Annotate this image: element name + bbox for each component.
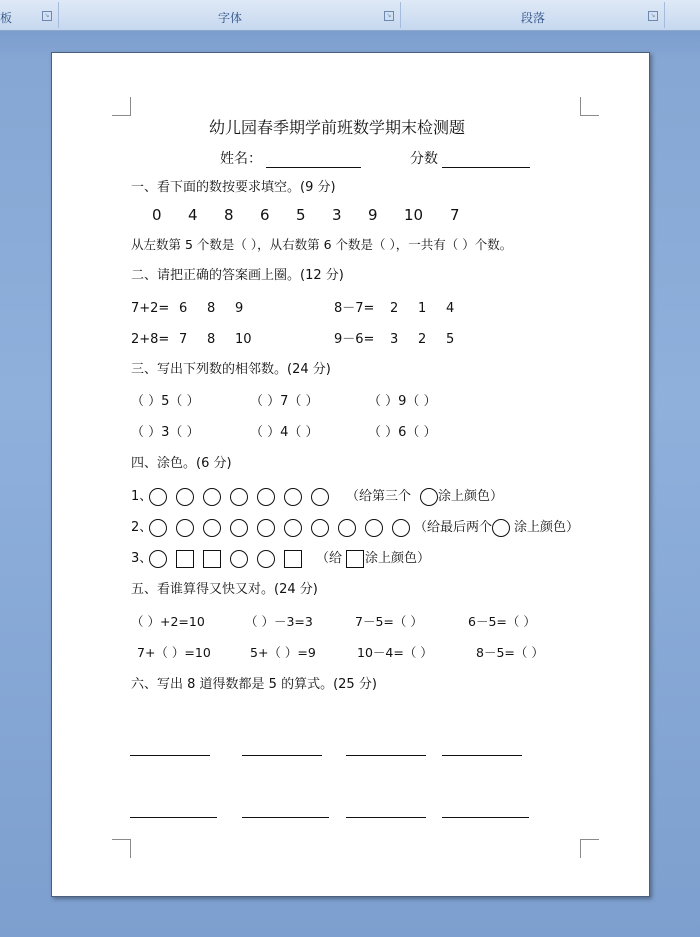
answer-blank-line[interactable] (346, 755, 426, 756)
ribbon-group-label: 字体 (217, 11, 242, 25)
circle-shape[interactable] (203, 488, 221, 506)
neighbor-number-item: （ ）7（ ） (250, 394, 319, 409)
circle-shape[interactable] (311, 519, 329, 537)
circle-shape[interactable] (230, 488, 248, 506)
circle-shape[interactable] (203, 519, 221, 537)
section-6-heading: 六、写出 8 道得数都是 5 的算式。(25 分) (131, 677, 377, 692)
answer-blank-line[interactable] (346, 817, 426, 818)
ribbon-group-label: 段落 (520, 11, 545, 25)
name-blank-line (266, 167, 361, 168)
ribbon-group-font (60, 2, 401, 28)
dialog-launcher-icon[interactable]: ↘ (42, 11, 52, 21)
number-item: 7 (450, 206, 460, 224)
number-item: 4 (188, 206, 198, 224)
section-1-heading: 一、看下面的数按要求填空。(9 分) (131, 180, 336, 195)
calculation-item: 10－4=（ ） (357, 645, 433, 660)
score-blank-line (442, 167, 530, 168)
equation: 8－7= (334, 301, 375, 316)
answer-option[interactable]: 8 (207, 332, 216, 347)
calculation-item: 5+（ ）=9 (250, 645, 316, 660)
answer-option[interactable]: 2 (418, 332, 427, 347)
circle-shape[interactable] (284, 519, 302, 537)
coloring-row-label: 1、 (131, 489, 153, 504)
neighbor-number-item: （ ）9（ ） (368, 394, 437, 409)
answer-option[interactable]: 7 (179, 332, 188, 347)
square-shape[interactable] (284, 550, 302, 568)
margin-corner-mark (580, 97, 599, 116)
number-item: 10 (404, 206, 424, 224)
number-item: 6 (260, 206, 270, 224)
neighbor-number-item: （ ）3（ ） (131, 425, 200, 440)
number-item: 3 (332, 206, 342, 224)
calculation-item: 8－5=（ ） (476, 645, 544, 660)
answer-option[interactable]: 4 (446, 301, 455, 316)
answer-option[interactable]: 10 (235, 332, 252, 347)
coloring-instruction: （给最后两个 (414, 520, 493, 535)
square-shape[interactable] (176, 550, 194, 568)
circle-shape[interactable] (257, 550, 275, 568)
answer-option[interactable]: 6 (179, 301, 188, 316)
neighbor-number-item: （ ）4（ ） (250, 425, 319, 440)
document-page[interactable] (51, 52, 650, 897)
answer-option[interactable]: 9 (235, 301, 244, 316)
circle-shape[interactable] (230, 519, 248, 537)
answer-blank-line[interactable] (442, 755, 522, 756)
circle-shape[interactable] (338, 519, 356, 537)
coloring-instruction: 涂上颜色） (514, 520, 580, 535)
circle-shape (492, 519, 510, 537)
calculation-item: 7－5=（ ） (355, 614, 423, 629)
circle-shape[interactable] (311, 488, 329, 506)
number-item: 0 (152, 206, 162, 224)
dialog-launcher-icon[interactable]: ↘ (384, 11, 394, 21)
circle-shape[interactable] (257, 488, 275, 506)
ribbon-group-clipboard (0, 2, 59, 28)
equation: 2+8= (131, 332, 170, 347)
dialog-launcher-icon[interactable]: ↘ (648, 11, 658, 21)
coloring-instruction: （给第三个 (346, 489, 412, 504)
answer-option[interactable]: 5 (446, 332, 455, 347)
circle-shape[interactable] (365, 519, 383, 537)
coloring-instruction: 涂上颜色） (365, 551, 431, 566)
circle-shape[interactable] (149, 550, 167, 568)
ribbon-group-label: 板 (0, 11, 13, 25)
circle-shape[interactable] (284, 488, 302, 506)
margin-corner-mark (112, 839, 131, 858)
neighbor-number-item: （ ）6（ ） (368, 425, 437, 440)
circle-shape[interactable] (176, 488, 194, 506)
equation: 9－6= (334, 332, 375, 347)
section-1-question: 从左数第 5 个数是（ ），从右数第 6 个数是（ ），一共有（ ）个数。 (131, 237, 513, 252)
ribbon-bar (0, 0, 700, 31)
circle-shape[interactable] (257, 519, 275, 537)
number-item: 5 (296, 206, 306, 224)
circle-shape[interactable] (149, 488, 167, 506)
answer-blank-line[interactable] (130, 755, 210, 756)
margin-corner-mark (112, 97, 131, 116)
circle-shape[interactable] (149, 519, 167, 537)
answer-blank-line[interactable] (442, 817, 529, 818)
equation: 7+2= (131, 301, 170, 316)
circle-shape[interactable] (176, 519, 194, 537)
number-item: 8 (224, 206, 234, 224)
answer-blank-line[interactable] (130, 817, 217, 818)
answer-blank-line[interactable] (242, 755, 322, 756)
answer-blank-line[interactable] (242, 817, 329, 818)
answer-option[interactable]: 1 (418, 301, 427, 316)
ribbon-group-paragraph (402, 2, 665, 28)
section-2-heading: 二、请把正确的答案画上圈。(12 分) (131, 268, 344, 283)
square-shape (346, 550, 364, 568)
score-label: 分数 (410, 151, 438, 167)
margin-corner-mark (580, 839, 599, 858)
calculation-item: 6－5=（ ） (468, 614, 536, 629)
answer-option[interactable]: 8 (207, 301, 216, 316)
coloring-row-label: 3、 (131, 551, 153, 566)
document-title: 幼儿园春季期学前班数学期末检测题 (209, 118, 466, 137)
answer-option[interactable]: 3 (390, 332, 399, 347)
number-item: 9 (368, 206, 378, 224)
section-4-heading: 四、涂色。(6 分) (131, 456, 232, 471)
calculation-item: （ ）+2=10 (131, 614, 205, 629)
section-5-heading: 五、看谁算得又快又对。(24 分) (131, 582, 318, 597)
answer-option[interactable]: 2 (390, 301, 399, 316)
name-label: 姓名： (220, 151, 262, 167)
coloring-instruction: （给 (316, 551, 343, 566)
neighbor-number-item: （ ）5（ ） (131, 394, 200, 409)
section-3-heading: 三、写出下列数的相邻数。(24 分) (131, 362, 331, 377)
circle-shape (420, 488, 438, 506)
calculation-item: 7+（ ）=10 (137, 645, 211, 660)
calculation-item: （ ）－3=3 (245, 614, 313, 629)
coloring-row-label: 2、 (131, 520, 153, 535)
coloring-instruction: 涂上颜色） (438, 489, 504, 504)
square-shape[interactable] (203, 550, 221, 568)
circle-shape[interactable] (392, 519, 410, 537)
circle-shape[interactable] (230, 550, 248, 568)
